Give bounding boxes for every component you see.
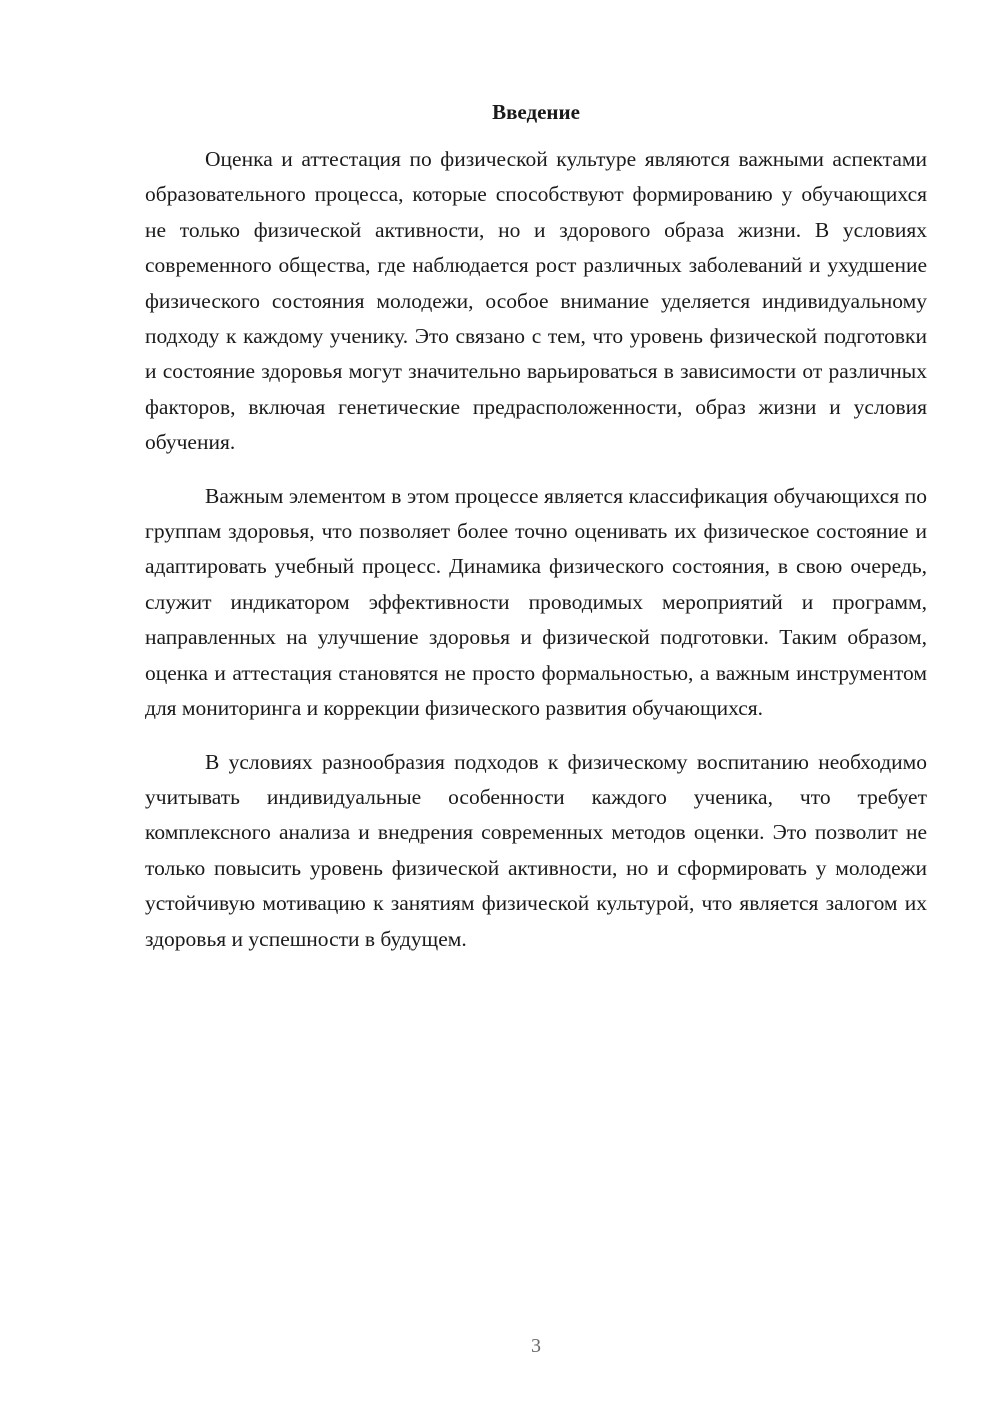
paragraph-2: Важным элементом в этом процессе является классификация обучающихся по группам здоровья, что позволяет более точно оценивать их физическое состояние и адаптировать учебный процесс. Динамика физического состояния, в свою очередь, служит индикатором эффективности проводимых мероприятий и программ, направленных на улучшение здоровья и физической подготовки. Таким образом, оценка и аттестация становятся не просто формальностью, а важным инструментом для мониторинга и коррекции физического развития обучающихся. [145, 483, 927, 721]
document-body [145, 142, 927, 975]
page-number: 3 [531, 1335, 541, 1357]
paragraph-1: Оценка и аттестация по физической культуре являются важными аспектами образовательного процесса, которые способствуют формированию у обучающихся не только физической активности, но и здорового образа жизни. В условиях современного общества, где наблюдается рост различных заболеваний и ухудшение физического состояния молодежи, особое внимание уделяется индивидуальному подходу к каждому ученику. Это связано с тем, что уровень физической подготовки и состояние здоровья могут значительно варьироваться в зависимости от различных факторов, включая генетические предрасположенности, образ жизни и условия обучения. [145, 147, 927, 455]
page-title: Введение [492, 100, 580, 124]
paragraph-3: В условиях разнообразия подходов к физическому воспитанию необходимо учитывать индивидуальные особенности каждого ученика, что требует комплексного анализа и внедрения современных методов оценки. Это позволит не только повысить уровень физической активности, но и сформировать у молодежи устойчивую мотивацию к занятиям физической культурой, что является залогом их здоровья и успешности в будущем. [145, 749, 927, 951]
